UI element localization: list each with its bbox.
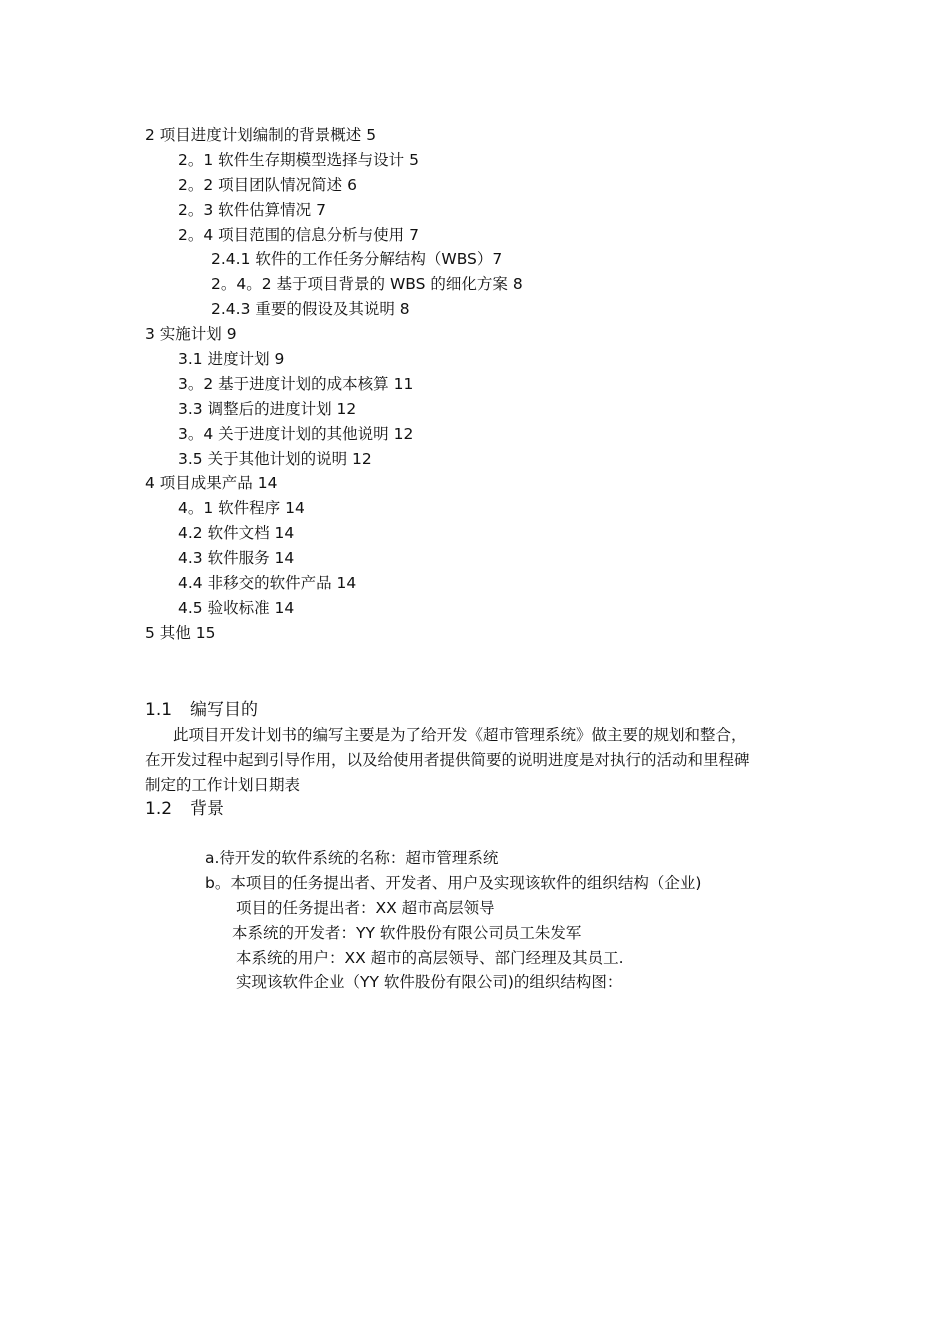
toc-entry[interactable]: 4。1 软件程序 14: [178, 499, 305, 518]
developer-line: 本系统的开发者：YY 软件股份有限公司员工朱发军: [232, 923, 582, 942]
section-title: 背景: [190, 799, 224, 819]
section-heading: [145, 796, 825, 822]
section-purpose: [145, 697, 825, 798]
background-details: [205, 846, 885, 995]
toc-entry[interactable]: 2。1 软件生存期模型选择与设计 5: [178, 150, 419, 169]
toc-entry[interactable]: 2 项目进度计划编制的背景概述 5: [145, 126, 377, 144]
toc-entry[interactable]: 4.2 软件文档 14: [178, 524, 295, 543]
toc-entry[interactable]: 3 实施计划 9: [145, 325, 237, 344]
section-background: [145, 796, 825, 822]
toc-entry[interactable]: 3.5 关于其他计划的说明 12: [178, 449, 372, 468]
table-of-contents: [145, 123, 845, 646]
toc-entry[interactable]: 3。2 基于进度计划的成本核算 11: [178, 374, 414, 393]
section-number: 1.2: [145, 799, 173, 819]
toc-entry[interactable]: 2.4.3 重要的假设及其说明 8: [211, 300, 410, 319]
section-number: 1.1: [145, 700, 173, 720]
org-chart-caption: 实现该软件企业（YY 软件股份有限公司)的组织结构图：: [236, 973, 623, 992]
proposer-line: 项目的任务提出者：XX 超市高层领导: [236, 898, 495, 917]
paragraph-line: 此项目开发计划书的编写主要是为了给开发《超市管理系统》做主要的规划和整合，: [173, 726, 747, 744]
toc-entry[interactable]: 2。4。2 基于项目背景的 WBS 的细化方案 8: [211, 275, 523, 294]
toc-entry[interactable]: 5 其他 15: [145, 623, 216, 642]
toc-entry[interactable]: 2。2 项目团队情况简述 6: [178, 175, 357, 194]
toc-entry[interactable]: 3.3 调整后的进度计划 12: [178, 399, 357, 418]
users-line: 本系统的用户：XX 超市的高层领导、部门经理及其员工.: [236, 948, 624, 967]
toc-entry[interactable]: 3.1 进度计划 9: [178, 350, 285, 369]
section-heading: [145, 697, 825, 723]
system-name-line: a.待开发的软件系统的名称：超市管理系统: [205, 849, 499, 867]
purpose-paragraph: [145, 723, 825, 798]
toc-entry[interactable]: 2。4 项目范围的信息分析与使用 7: [178, 225, 419, 244]
paragraph-line: 在开发过程中起到引导作用，以及给使用者提供简要的说明进度是对执行的活动和里程碑: [145, 750, 750, 769]
organization-intro-line: b。本项目的任务提出者、开发者、用户及实现该软件的组织结构（企业): [205, 873, 702, 892]
toc-entry[interactable]: 4.5 验收标准 14: [178, 598, 295, 617]
toc-entry[interactable]: 4.3 软件服务 14: [178, 549, 295, 568]
toc-entry[interactable]: 4 项目成果产品 14: [145, 474, 278, 493]
toc-entry[interactable]: 2.4.1 软件的工作任务分解结构（WBS）7: [211, 250, 503, 269]
toc-entry[interactable]: 2。3 软件估算情况 7: [178, 200, 326, 219]
toc-entry[interactable]: 3。4 关于进度计划的其他说明 12: [178, 424, 414, 443]
section-title: 编写目的: [190, 700, 258, 720]
paragraph-line: 制定的工作计划日期表: [145, 775, 301, 794]
toc-entry[interactable]: 4.4 非移交的软件产品 14: [178, 574, 357, 593]
